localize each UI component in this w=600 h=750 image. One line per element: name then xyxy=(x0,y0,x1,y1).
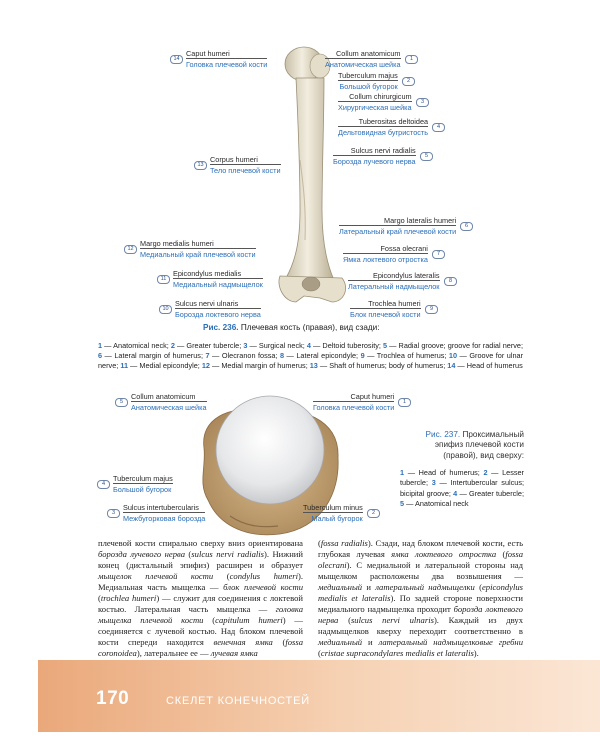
italic-term: латеральный надмыщелковые гребни xyxy=(378,636,523,647)
fig236-russian-term: Большой бугорок xyxy=(339,81,398,91)
fig237-callout-number-1: 1 xyxy=(398,398,411,407)
fig237-label-1 xyxy=(313,392,394,412)
legend-number: 6 xyxy=(98,351,103,361)
fig236-label-4 xyxy=(338,117,428,137)
fig237-russian-term: Большой бугорок xyxy=(113,484,172,494)
fig236-callout-number-6: 6 xyxy=(460,222,473,231)
legend-number: 7 xyxy=(205,351,210,361)
fig236-latin-term: Collum anatomicum xyxy=(336,49,401,58)
italic-term: fossa olecrani xyxy=(318,548,523,570)
legend-text: — Lesser tubercle; xyxy=(400,468,524,488)
fig236-latin-term: Collum chirurgicum xyxy=(349,92,412,101)
body-run: ( xyxy=(496,548,506,559)
fig237-latin-term: Tuberculum minus xyxy=(303,503,363,512)
legend-text: — Intertubercular sulcus; bicipital groove; xyxy=(400,478,525,498)
fig237-label-3 xyxy=(123,503,205,523)
fig236-latin-term: Sulcus nervi ulnaris xyxy=(175,299,239,308)
fig236-latin-term: Trochlea humeri xyxy=(368,299,421,308)
legend-text: — Groove for ulnar nerve; xyxy=(98,351,524,371)
legend-number: 13 xyxy=(309,361,318,371)
fig236-label-3 xyxy=(338,92,412,112)
fig236-callout-number-2: 2 xyxy=(402,77,415,86)
page-number: 170 xyxy=(96,688,130,709)
legend-text: — Head of humerus xyxy=(455,361,523,371)
fig236-latin-term: Fossa olecrani xyxy=(380,244,428,253)
fig236-callout-number-3: 3 xyxy=(416,98,429,107)
legend-text: — Olecranon fossa; xyxy=(209,351,280,361)
fig236-russian-term: Медиальный надмыщелок xyxy=(173,279,263,289)
body-run: ( xyxy=(98,592,101,603)
legend-text: — Surgical neck; xyxy=(247,341,307,350)
fig236-callout-number-7: 7 xyxy=(432,250,445,259)
fig236-label-2 xyxy=(338,71,398,91)
legend-number: 2 xyxy=(170,341,175,350)
fig237-russian-term: Межбугорковая борозда xyxy=(123,513,206,523)
fig237-latin-term: Collum anatomicum xyxy=(131,392,196,401)
legend-number: 1 xyxy=(98,341,103,350)
legend-text: — Radial groove; groove for radial nerve; xyxy=(387,341,523,350)
fig236-russian-term: Борозда лучевого нерва xyxy=(333,156,416,166)
fig237-russian-term: Малый бугорок xyxy=(303,512,363,523)
fig237-russian-term: Головка плечевой кости xyxy=(313,402,395,412)
fig236-label-1 xyxy=(325,49,401,69)
legend-number: 5 xyxy=(400,499,405,509)
italic-term: fossa coronoidea xyxy=(98,636,303,658)
fig236-russian-term: Латеральный край плечевой кости xyxy=(339,226,457,236)
fig236-callout-number-14: 14 xyxy=(170,55,183,64)
body-run: ( xyxy=(203,614,216,625)
legend-text: — Deltoid tuberosity; xyxy=(310,341,383,350)
fig237-latin-term: Tuberculum majus xyxy=(113,474,173,483)
body-run: ). Медиальная часть мыщелка — xyxy=(98,570,303,592)
body-run: ( xyxy=(338,614,351,625)
fig236-callout-number-8: 8 xyxy=(444,277,457,286)
italic-term: лучевая ямка xyxy=(210,647,258,658)
italic-term: trochlea humeri xyxy=(100,592,157,603)
fig236-label-14 xyxy=(186,49,267,69)
legend-text: — Lateral margin of humerus; xyxy=(102,351,206,361)
legend-number: 3 xyxy=(431,478,436,488)
fig236-callout-number-5: 5 xyxy=(420,152,433,161)
legend-text: — Greater tubercle; xyxy=(174,341,244,350)
fig236-label-10 xyxy=(175,299,261,319)
fig236-callout-number-1: 1 xyxy=(405,55,418,64)
body-run: ( xyxy=(272,636,286,647)
italic-term: головка мыщелка плечевой кости xyxy=(98,603,303,625)
figure-236-legend xyxy=(98,341,523,372)
italic-term: sulcus nervi ulnaris xyxy=(350,614,434,625)
italic-term: медиальный xyxy=(318,581,363,592)
figure-236-caption: Рис. 236. Плечевая кость (правая), вид сзади: xyxy=(203,323,380,332)
legend-text: — Head of humerus; xyxy=(404,468,484,477)
italic-term: венечная ямка xyxy=(213,636,273,647)
legend-number: 12 xyxy=(201,361,210,371)
fig236-latin-term: Epicondylus lateralis xyxy=(372,271,440,280)
body-run: ( xyxy=(213,570,230,581)
body-run: ), латеральнее ее — xyxy=(136,647,211,658)
fig236-callout-number-13: 13 xyxy=(194,161,207,170)
italic-term: мыщелок плечевой кости xyxy=(98,570,214,581)
fig237-label-5 xyxy=(131,392,207,412)
body-text-right-column xyxy=(318,538,523,658)
body-run: и xyxy=(362,636,379,647)
fig236-russian-term: Латеральный надмыщелок xyxy=(348,281,440,291)
fig237-latin-term: Caput humeri xyxy=(350,392,395,401)
fig237-callout-number-5: 5 xyxy=(115,398,128,407)
body-run: ( xyxy=(318,538,321,548)
fig237-label-4 xyxy=(113,474,173,494)
fig236-latin-term: Margo medialis humeri xyxy=(140,239,214,248)
fig237-latin-term: Sulcus intertubercularis xyxy=(123,503,199,512)
fig237-russian-term: Анатомическая шейка xyxy=(131,402,207,412)
fig236-callout-number-12: 12 xyxy=(124,245,137,254)
fig236-russian-term: Хирургическая шейка xyxy=(338,102,412,112)
legend-number: 3 xyxy=(243,341,248,350)
figure-237-legend xyxy=(400,468,524,510)
body-run: ( xyxy=(185,548,192,559)
body-run: ) — служит для соединения с локтевой костью. Латеральная часть мыщелка — xyxy=(98,592,303,614)
fig236-russian-term: Борозда локтевого нерва xyxy=(175,309,261,319)
body-run: ). С медиальной и латеральной стороны над мыщелком расположены два возвышения — xyxy=(318,559,523,581)
italic-term: блок плечевой кости xyxy=(223,581,303,592)
legend-number: 5 xyxy=(383,341,388,350)
section-title: СКЕЛЕТ КОНЕЧНОСТЕЙ xyxy=(166,695,310,707)
fig237-callout-number-4: 4 xyxy=(97,480,110,489)
body-run: ). xyxy=(473,647,479,658)
fig237-label-2 xyxy=(303,503,363,523)
italic-term: condylus humeri xyxy=(229,570,298,581)
fig236-callout-number-11: 11 xyxy=(157,275,170,284)
legend-text: — Trochlea of humerus; xyxy=(364,351,449,361)
legend-text: — Medial epicondyle; xyxy=(128,361,202,371)
legend-number: 14 xyxy=(447,361,456,371)
fig236-russian-term: Анатомическая шейка xyxy=(325,59,401,69)
legend-number: 9 xyxy=(360,351,365,361)
body-run: плечевой кости спирально сверху вниз ориентирована xyxy=(98,538,303,548)
fig236-label-13 xyxy=(210,155,281,175)
fig236-latin-term: Sulcus nervi radialis xyxy=(350,146,416,155)
body-run: ) — соединяется с лучевой костью. Над блоком плечевой кости спереди находится xyxy=(98,614,303,647)
fig236-label-9 xyxy=(350,299,421,319)
italic-term: fossa radialis xyxy=(320,538,368,548)
legend-text: — Greater tubercle; xyxy=(457,488,524,498)
body-text-left-column xyxy=(98,538,303,658)
legend-text: — Shaft of humerus; body of humerus; xyxy=(317,361,448,371)
fig236-russian-term: Дельтовидная бугристость xyxy=(338,127,429,137)
fig236-russian-term: Тело плечевой кости xyxy=(210,165,281,175)
fig236-latin-term: Tuberculum majus xyxy=(338,71,398,80)
legend-number: 2 xyxy=(483,468,488,477)
fig236-label-8 xyxy=(348,271,440,291)
legend-text: — Anatomical neck xyxy=(404,499,469,509)
fig236-callout-number-4: 4 xyxy=(432,123,445,132)
fig236-latin-term: Corpus humeri xyxy=(210,155,258,164)
fig236-label-7 xyxy=(343,244,428,264)
fig236-label-5 xyxy=(333,146,416,166)
fig236-latin-term: Epicondylus medialis xyxy=(173,269,242,278)
fig236-label-12 xyxy=(140,239,256,259)
body-run: ( xyxy=(318,647,321,658)
italic-term: capitulum humeri xyxy=(215,614,283,625)
fig236-latin-term: Margo lateralis humeri xyxy=(384,216,457,225)
fig236-russian-term: Блок плечевой кости xyxy=(350,309,421,319)
body-run: ). Нижний конец (дистальный эпифиз) расширен и образует xyxy=(98,548,304,570)
body-run: ). Каждый из двух надмыщелков кверху переходит соответственно в xyxy=(318,614,524,636)
italic-term: латеральный надмыщелки xyxy=(375,581,475,592)
fig236-label-11 xyxy=(173,269,263,289)
italic-term: cristae supracondylares medialis et lateralis xyxy=(320,647,474,658)
legend-number: 8 xyxy=(279,351,285,361)
fig236-latin-term: Caput humeri xyxy=(186,49,230,58)
fig236-latin-term: Tuberositas deltoidea xyxy=(358,117,429,126)
fig236-russian-term: Головка плечевой кости xyxy=(186,59,268,69)
italic-term: медиальный xyxy=(318,636,363,647)
italic-term: sulcus nervi radialis xyxy=(191,548,265,559)
body-run: ( xyxy=(474,581,482,592)
fig237-callout-number-2: 2 xyxy=(367,509,380,518)
italic-term: ямка локтевого отростка xyxy=(391,548,497,559)
fig236-russian-term: Медиальный край плечевой кости xyxy=(140,249,256,259)
body-run: ). По задней стороне поверхности медиального надмыщелка проходит xyxy=(318,592,523,614)
fig237-callout-number-3: 3 xyxy=(107,509,120,518)
fig236-callout-number-9: 9 xyxy=(425,305,438,314)
fig236-label-6 xyxy=(339,216,456,236)
legend-number: 4 xyxy=(453,488,458,498)
body-run: ). Сзади, над блоком плечевой кости, есть глубокая лучевая xyxy=(318,538,523,559)
fig236-callout-number-10: 10 xyxy=(159,305,172,314)
body-run: и xyxy=(362,581,376,592)
legend-number: 10 xyxy=(448,351,458,361)
fig236-russian-term: Ямка локтевого отростка xyxy=(343,254,428,264)
figure-237-caption: Рис. 237. Проксимальный эпифиз плечевой кости (правой), вид сверху: xyxy=(425,430,524,460)
legend-number: 4 xyxy=(306,341,311,350)
legend-number: 11 xyxy=(120,361,129,371)
italic-term: борозда лучевого нерва xyxy=(98,548,185,559)
legend-text: — Anatomical neck; xyxy=(102,341,171,350)
legend-number: 1 xyxy=(400,468,405,477)
italic-term: борозда локтевого нерва xyxy=(318,603,523,625)
legend-text: — Lateral epicondyle; xyxy=(284,351,361,361)
italic-term: epicondylus medialis et lateralis xyxy=(318,581,524,603)
legend-text: — Medial margin of humerus; xyxy=(209,361,310,371)
